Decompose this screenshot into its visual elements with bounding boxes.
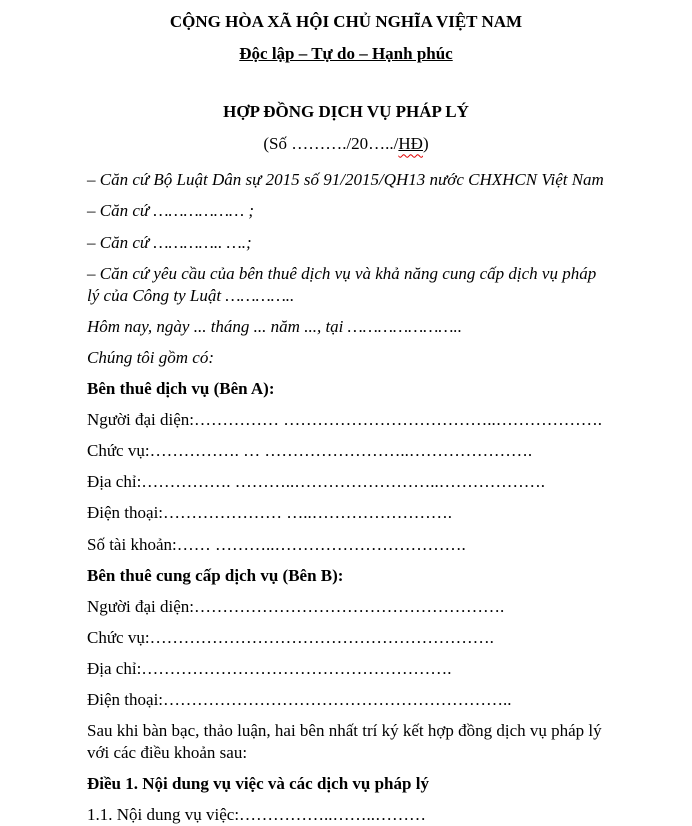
- agreement-statement: Sau khi bàn bạc, thảo luận, hai bên nhất trí ký kết hợp đồng dịch vụ pháp lý với các điều khoản sau:: [87, 721, 602, 763]
- party-b-address-field: Địa chỉ:……………………………………………….: [87, 658, 452, 678]
- party-b-heading: Bên thuê cung cấp dịch vụ (Bên B):: [87, 565, 344, 585]
- article-1-item-1-1: 1.1. Nội dung vụ việc:……………..……..………: [87, 805, 427, 825]
- spellcheck-squiggle: HĐ: [398, 134, 423, 154]
- party-b-representative-field: Người đại diện:……………………………………………….: [87, 596, 505, 616]
- contract-number-hd-abbrev: [398, 134, 423, 153]
- preamble-basis-2: – Căn cứ ……………… ;: [87, 201, 255, 221]
- party-a-phone-field: Điện thoại:………………… …..…………………….: [87, 503, 453, 523]
- date-place-line: Hôm nay, ngày ... tháng ... năm ..., tại …………………..: [87, 316, 462, 336]
- contract-number-line: [87, 133, 605, 155]
- party-a-representative-field: Người đại diện:…………… ………………………………..……………….: [87, 410, 602, 430]
- parties-intro: Chúng tôi gồm có:: [87, 347, 215, 367]
- party-a-account-field: Số tài khoản:…… ………..…………………………….: [87, 534, 466, 554]
- party-b-phone-field: Điện thoại:……………………………………………………..: [87, 689, 512, 709]
- contract-number-prefix: (Số ………./20…../: [263, 134, 399, 154]
- preamble-basis-4: – Căn cứ yêu cầu của bên thuê dịch vụ và khả năng cung cấp dịch vụ pháp lý của Công ty Luật …………..: [87, 263, 597, 305]
- party-a-position-field: Chức vụ:……………. … ……………………..………………….: [87, 441, 533, 461]
- preamble-basis-1: – Căn cứ Bộ Luật Dân sự 2015 số 91/2015/QH13 nước CHXHCN Việt Nam: [87, 170, 604, 190]
- preamble-basis-3: – Căn cứ ………….. ….;: [87, 232, 252, 252]
- contract-title: HỢP ĐỒNG DỊCH VỤ PHÁP LÝ: [223, 102, 469, 122]
- article-1-heading: Điều 1. Nội dung vụ việc và các dịch vụ pháp lý: [87, 774, 429, 794]
- party-a-heading: Bên thuê dịch vụ (Bên A):: [87, 379, 275, 399]
- national-title: CỘNG HÒA XÃ HỘI CHỦ NGHĨA VIỆT NAM: [169, 12, 523, 31]
- national-motto: Độc lập – Tự do – Hạnh phúc: [239, 44, 453, 64]
- contract-number-suffix: ): [422, 134, 429, 154]
- party-a-address-field: Địa chỉ:……………. ………..……………………..……………….: [87, 472, 546, 492]
- party-b-position-field: Chức vụ:…………………………………………………….: [87, 627, 494, 647]
- national-motto-line: [87, 43, 605, 65]
